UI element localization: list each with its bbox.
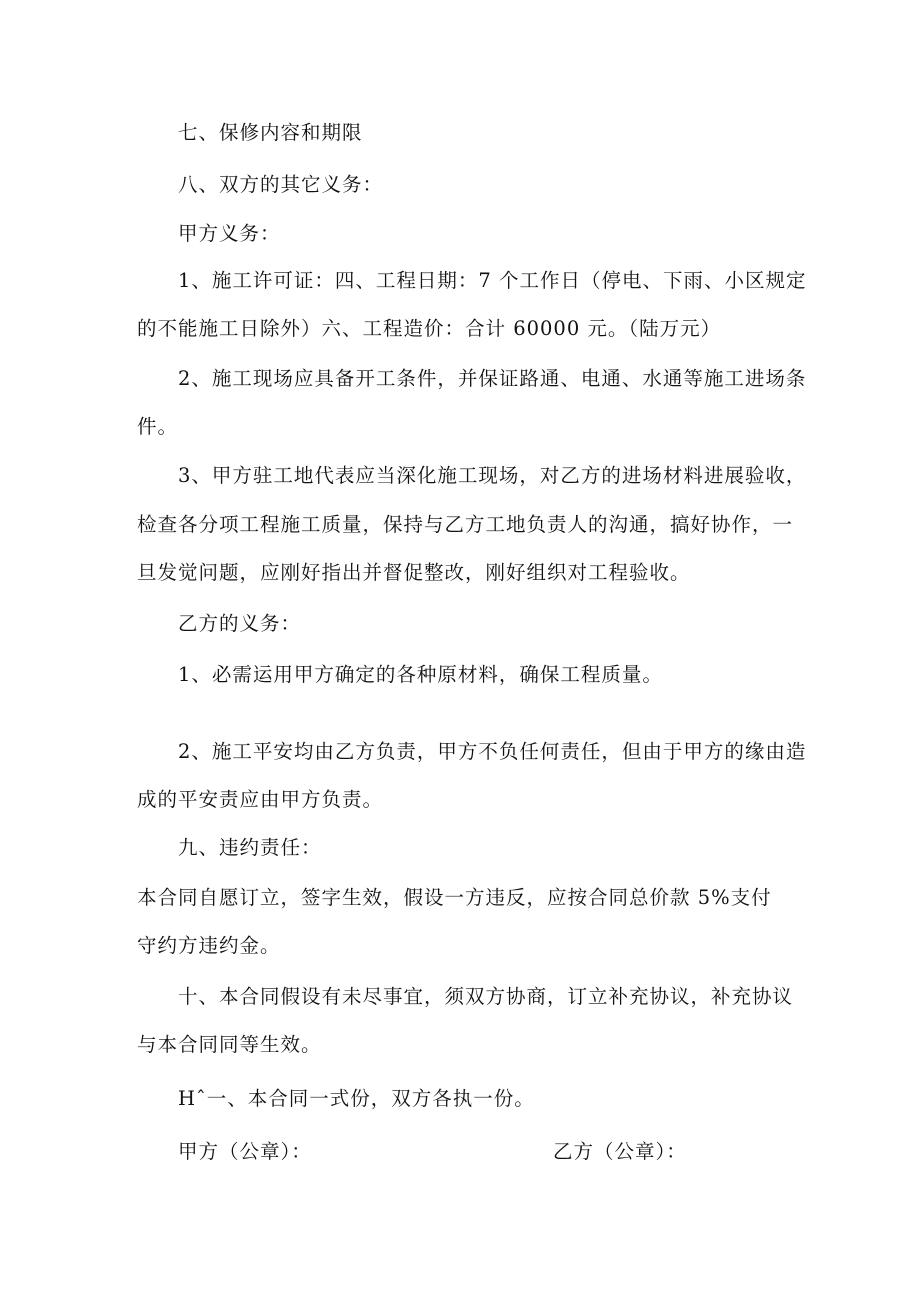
section-8-heading: 八、双方的其它义务： <box>178 173 384 196</box>
party-a-duty-3-line-2: 检查各分项工程施工质量，保持与乙方工地负责人的沟通，搞好协作，一 <box>137 513 794 536</box>
party-a-duty-3-line-3: 旦发觉问题，应刚好指出并督促整改，刚好组织对工程验收。 <box>137 561 691 584</box>
party-b-duty-2-line-1: 2、施工平安均由乙方负责，甲方不负任何责任，但由于甲方的缘由造 <box>178 740 807 763</box>
section-9-line-1: 本合同自愿订立，签字生效，假设一方违反，应按合同总价款 5%支付 <box>137 886 772 909</box>
party-b-duty-1: 1、必需运用甲方确定的各种原材料，确保工程质量。 <box>178 663 663 686</box>
section-10-line-1: 十、本合同假设有未尽事宜，须双方协商，订立补充协议，补充协议 <box>178 985 794 1008</box>
section-11-line: Hˆ一、本合同一式份，双方各执一份。 <box>178 1087 535 1110</box>
party-a-duty-1-line-2: 的不能施工日除外）六、工程造价：合计 60000 元。（陆万元） <box>137 317 722 340</box>
party-a-seal-label: 甲方（公章）： <box>178 1140 312 1163</box>
party-a-duty-1-line-1: 1、施工许可证：四、工程日期：7 个工作日（停电、下雨、小区规定 <box>178 269 807 292</box>
party-a-duty-2-line-1: 2、施工现场应具备开工条件，并保证路通、电通、水通等施工进场条 <box>178 367 807 390</box>
party-a-duty-2-line-2: 件。 <box>137 415 179 438</box>
section-10-line-2: 与本合同同等生效。 <box>137 1033 322 1056</box>
party-b-seal-label: 乙方（公章）： <box>553 1140 687 1163</box>
section-9-heading: 九、违约责任： <box>178 836 322 859</box>
party-b-duties-heading: 乙方的义务： <box>178 612 302 635</box>
party-a-duties-heading: 甲方义务： <box>178 222 281 245</box>
party-b-duty-2-line-2: 成的平安责应由甲方负责。 <box>137 788 384 811</box>
section-9-line-2: 守约方违约金。 <box>137 934 281 957</box>
party-a-duty-3-line-1: 3、甲方驻工地代表应当深化施工现场，对乙方的进场材料进展验收， <box>178 464 807 487</box>
section-7-heading: 七、保修内容和期限 <box>178 121 363 144</box>
